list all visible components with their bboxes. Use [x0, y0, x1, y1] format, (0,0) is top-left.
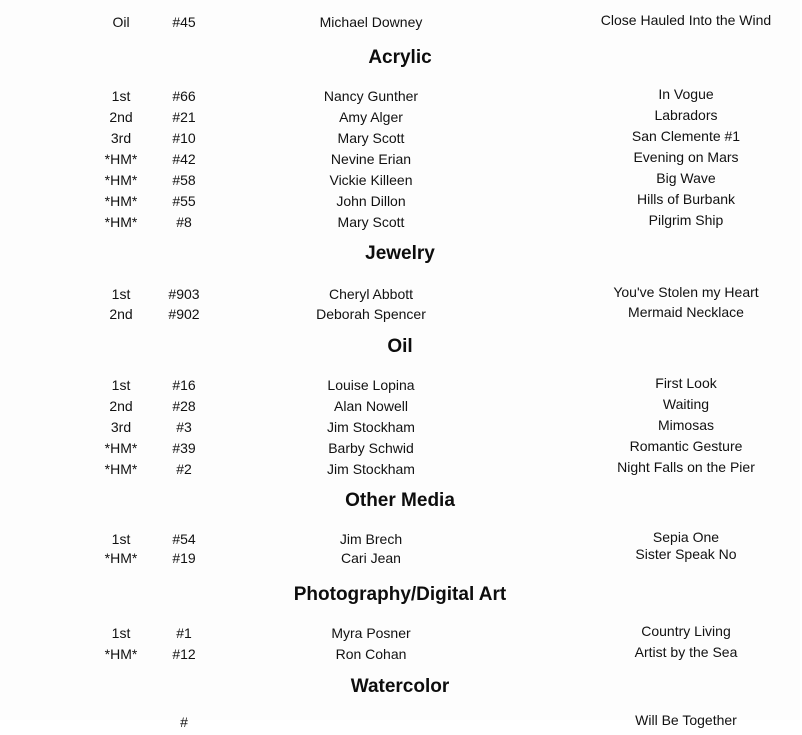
- entry-title: Mimosas: [657, 417, 714, 433]
- entry-place: 3rd: [110, 130, 132, 146]
- entry-place: 2nd: [109, 109, 133, 125]
- entry-place: *HM*: [104, 214, 138, 230]
- entry-place: *HM*: [104, 461, 138, 477]
- entry-title: Pilgrim Ship: [648, 212, 724, 228]
- entry-place: 1st: [111, 531, 131, 547]
- entry-place: 2nd: [109, 398, 133, 414]
- list-item: [0, 646, 800, 667]
- entry-place: Oil: [112, 14, 130, 30]
- section-heading-photography-digital-art: Photography/Digital Art: [293, 584, 507, 605]
- entry-artist: Mary Scott: [337, 214, 405, 230]
- entry-number: #3: [176, 419, 192, 435]
- entry-number: #: [180, 714, 188, 730]
- entry-title: Waiting: [662, 396, 710, 412]
- entry-place: *HM*: [104, 151, 138, 167]
- entry-artist: Amy Alger: [339, 109, 403, 125]
- entry-artist: Michael Downey: [319, 14, 423, 30]
- entry-number: #12: [172, 646, 196, 662]
- entry-title: Evening on Mars: [633, 149, 739, 165]
- section-heading-jewelry: Jewelry: [365, 243, 435, 264]
- list-item: [0, 440, 800, 461]
- entry-place: *HM*: [104, 440, 138, 456]
- entry-title: Sister Speak No: [635, 546, 737, 562]
- entry-number: #55: [172, 193, 196, 209]
- list-item: [0, 398, 800, 419]
- entry-artist: John Dillon: [336, 193, 406, 209]
- list-item: [0, 109, 800, 130]
- entry-place: 3rd: [110, 419, 132, 435]
- entry-title: Will Be Together: [635, 712, 737, 728]
- entry-artist: Nancy Gunther: [323, 88, 419, 104]
- entry-title: Big Wave: [656, 170, 716, 186]
- entry-place: 1st: [111, 625, 131, 641]
- entry-title: Country Living: [641, 623, 731, 639]
- list-item: [0, 625, 800, 646]
- entry-number: #16: [172, 377, 196, 393]
- entry-artist: Nevine Erian: [330, 151, 412, 167]
- entry-place: 2nd: [109, 306, 133, 322]
- entry-title: First Look: [655, 375, 717, 391]
- entry-title: Sepia One: [652, 529, 720, 545]
- entry-place: *HM*: [104, 646, 138, 662]
- entry-title: In Vogue: [658, 86, 714, 102]
- entry-number: #19: [172, 550, 196, 566]
- entry-number: #58: [172, 172, 196, 188]
- entry-artist: Vickie Killeen: [329, 172, 413, 188]
- entry-number: #8: [176, 214, 192, 230]
- entry-number: #39: [172, 440, 196, 456]
- entry-number: #66: [172, 88, 196, 104]
- entry-title: Labradors: [654, 107, 718, 123]
- entry-number: #10: [172, 130, 196, 146]
- list-item: [0, 130, 800, 151]
- entry-number: #21: [172, 109, 196, 125]
- list-item: [0, 546, 800, 571]
- list-item: [0, 14, 800, 35]
- section-heading-watercolor: Watercolor: [350, 676, 450, 697]
- entry-number: #42: [172, 151, 196, 167]
- section-heading-oil: Oil: [387, 336, 413, 357]
- entry-title: Artist by the Sea: [634, 644, 738, 660]
- entry-artist: Barby Schwid: [328, 440, 414, 456]
- entry-place: *HM*: [104, 172, 138, 188]
- entry-place: 1st: [111, 88, 131, 104]
- list-item: [0, 151, 800, 172]
- entry-title: Night Falls on the Pier: [617, 459, 755, 475]
- entry-number: #54: [172, 531, 196, 547]
- entry-title: Romantic Gesture: [629, 438, 743, 454]
- section-heading-acrylic: Acrylic: [368, 47, 432, 68]
- entry-place: *HM*: [104, 550, 138, 566]
- entry-number: #2: [176, 461, 192, 477]
- list-item: [0, 193, 800, 214]
- entry-artist: Jim Stockham: [327, 461, 415, 477]
- list-item: [0, 419, 800, 440]
- list-item: [0, 214, 800, 235]
- entry-title: San Clemente #1: [631, 128, 741, 144]
- entry-place: 1st: [111, 286, 131, 302]
- partial-row-clip: [0, 712, 800, 730]
- entry-number: #28: [172, 398, 196, 414]
- entry-number: #45: [172, 14, 196, 30]
- entry-title: Hills of Burbank: [636, 191, 736, 207]
- entry-artist: Cari Jean: [341, 550, 401, 566]
- list-item: [0, 377, 800, 398]
- entry-title: Mermaid Necklace: [628, 304, 744, 320]
- entry-artist: Myra Posner: [331, 625, 411, 641]
- entry-title: You've Stolen my Heart: [613, 284, 759, 300]
- list-item: [0, 172, 800, 193]
- entry-place: 1st: [111, 377, 131, 393]
- entry-artist: Jim Stockham: [327, 419, 415, 435]
- entry-number: #902: [168, 306, 200, 322]
- section-heading-other-media: Other Media: [345, 490, 455, 511]
- entry-title: Close Hauled Into the Wind: [600, 12, 772, 28]
- entry-artist: Louise Lopina: [327, 377, 415, 393]
- entry-artist: Alan Nowell: [334, 398, 408, 414]
- list-item: [0, 306, 800, 327]
- list-item: [0, 461, 800, 482]
- list-item: [0, 714, 800, 735]
- entry-artist: Ron Cohan: [335, 646, 407, 662]
- list-item: [0, 88, 800, 109]
- entry-artist: Mary Scott: [337, 130, 405, 146]
- entry-artist: Jim Brech: [339, 531, 403, 547]
- entry-number: #1: [176, 625, 192, 641]
- entry-artist: Deborah Spencer: [316, 306, 426, 322]
- entry-artist: Cheryl Abbott: [328, 286, 414, 302]
- entry-place: *HM*: [104, 193, 138, 209]
- entry-number: #903: [168, 286, 200, 302]
